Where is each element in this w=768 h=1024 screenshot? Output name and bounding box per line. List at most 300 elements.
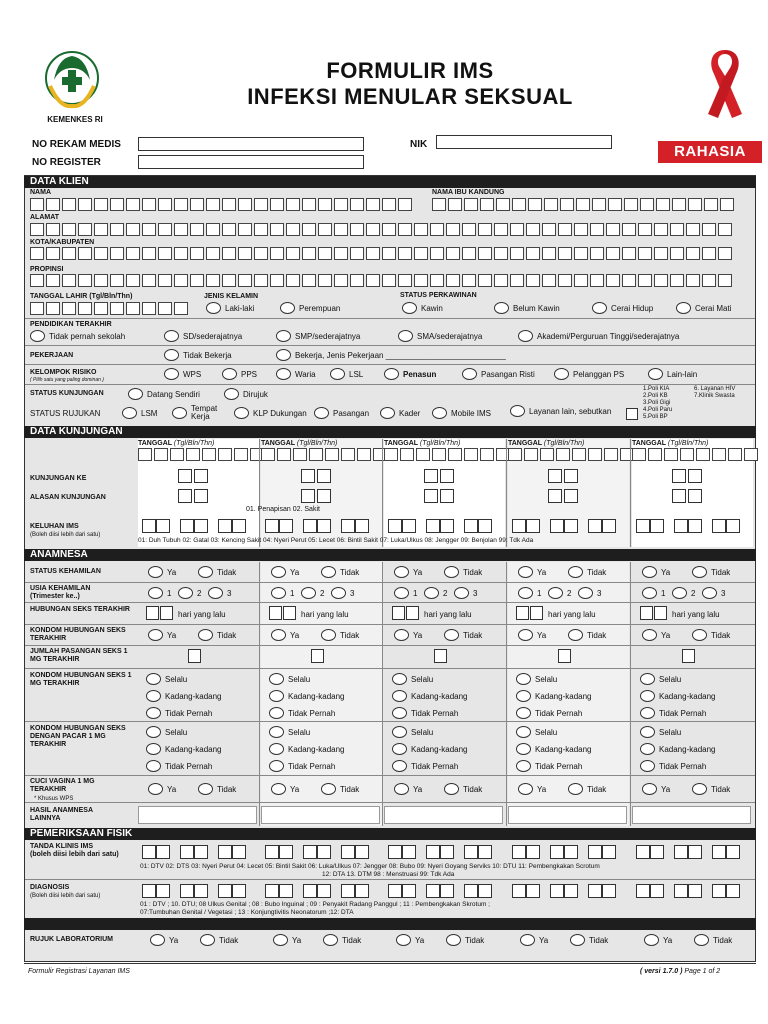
char-cell[interactable] (206, 198, 220, 211)
freq-kadang[interactable]: Kadang-kadang (269, 690, 345, 702)
jk-laki-option[interactable]: Laki-laki (206, 302, 254, 314)
char-cell[interactable] (142, 302, 156, 315)
cuci-tidak[interactable]: Tidak (444, 783, 482, 795)
tanda-box[interactable] (512, 845, 526, 859)
char-cell[interactable] (398, 223, 412, 236)
trimester-3[interactable]: 3 (702, 587, 725, 599)
char-cell[interactable] (480, 198, 494, 211)
char-cell[interactable] (174, 223, 188, 236)
freq-tidak-pernah[interactable]: Tidak Pernah (640, 707, 706, 719)
pacar-kadang[interactable]: Kadang-kadang (392, 743, 468, 755)
diagnosis-box[interactable] (194, 884, 208, 898)
diagnosis-box[interactable] (650, 884, 664, 898)
tanggal-cells[interactable] (138, 448, 266, 461)
char-cell[interactable] (238, 247, 252, 260)
keluhan-box[interactable] (726, 519, 740, 533)
char-cell[interactable] (206, 274, 220, 287)
char-cell[interactable] (222, 198, 236, 211)
rujukan-kader[interactable]: Kader (380, 407, 420, 419)
no-register-input[interactable] (138, 155, 364, 169)
char-cell[interactable] (446, 274, 460, 287)
keluhan-box[interactable] (688, 519, 702, 533)
tanda-box[interactable] (317, 845, 331, 859)
char-cell[interactable] (608, 198, 622, 211)
rujukan-tempat-kerja[interactable]: Tempat Kerja (172, 405, 221, 421)
char-cell[interactable] (574, 247, 588, 260)
trimester-3[interactable]: 3 (208, 587, 231, 599)
hasil-anamnesa-input[interactable] (632, 806, 751, 824)
char-cell[interactable] (542, 274, 556, 287)
alasan-box[interactable] (440, 489, 454, 503)
char-cell[interactable] (350, 198, 364, 211)
pacar-tidak-pernah[interactable]: Tidak Pernah (269, 760, 335, 772)
char-cell[interactable] (494, 223, 508, 236)
char-cell[interactable] (302, 247, 316, 260)
cerai-mati-option[interactable]: Cerai Mati (676, 302, 731, 314)
tanggal-cells[interactable] (261, 448, 389, 461)
kondom-tidak[interactable]: Tidak (568, 629, 606, 641)
keluhan-box[interactable] (426, 519, 440, 533)
char-cell[interactable] (62, 274, 76, 287)
alasan-box[interactable] (424, 489, 438, 503)
freq-selalu[interactable]: Selalu (269, 673, 310, 685)
diagnosis-box[interactable] (355, 884, 369, 898)
char-cell[interactable] (478, 223, 492, 236)
cuci-tidak[interactable]: Tidak (321, 783, 359, 795)
pacar-selalu[interactable]: Selalu (146, 726, 187, 738)
tanda-box[interactable] (726, 845, 740, 859)
keluhan-box[interactable] (564, 519, 578, 533)
keluhan-box[interactable] (355, 519, 369, 533)
cuci-ya[interactable]: Ya (394, 783, 422, 795)
char-cell[interactable] (46, 274, 60, 287)
char-cell[interactable] (622, 274, 636, 287)
char-cell[interactable] (638, 247, 652, 260)
hari-box[interactable] (640, 606, 653, 620)
cuci-ya[interactable]: Ya (148, 783, 176, 795)
char-cell[interactable] (670, 274, 684, 287)
char-cell[interactable] (158, 223, 172, 236)
freq-kadang[interactable]: Kadang-kadang (640, 690, 716, 702)
char-cell[interactable] (446, 247, 460, 260)
tanda-box[interactable] (388, 845, 402, 859)
datang-sendiri-option[interactable]: Datang Sendiri (128, 388, 200, 400)
char-cell[interactable] (670, 223, 684, 236)
alamat-cells-2[interactable] (30, 247, 734, 260)
rujukan-layanan-lain[interactable]: Layanan lain, sebutkan (510, 405, 611, 417)
rujuk-tidak[interactable]: Tidak (694, 934, 732, 946)
keluhan-box[interactable] (279, 519, 293, 533)
hasil-anamnesa-input[interactable] (138, 806, 257, 824)
alamat-cells[interactable] (30, 223, 734, 236)
rujukan-mobile-ims[interactable]: Mobile IMS (432, 407, 491, 419)
char-cell[interactable] (158, 302, 172, 315)
char-cell[interactable] (78, 247, 92, 260)
keluhan-box[interactable] (341, 519, 355, 533)
char-cell[interactable] (238, 198, 252, 211)
char-cell[interactable] (670, 247, 684, 260)
char-cell[interactable] (464, 198, 478, 211)
char-cell[interactable] (606, 223, 620, 236)
tanda-box[interactable] (142, 845, 156, 859)
char-cell[interactable] (350, 274, 364, 287)
tanda-box[interactable] (674, 845, 688, 859)
char-cell[interactable] (494, 247, 508, 260)
jumlah-pasangan-box[interactable] (682, 649, 695, 663)
rujuk-tidak[interactable]: Tidak (446, 934, 484, 946)
diagnosis-box[interactable] (512, 884, 526, 898)
kunjungan-ke-box[interactable] (564, 469, 578, 483)
diagnosis-box[interactable] (602, 884, 616, 898)
diagnosis-box[interactable] (388, 884, 402, 898)
tanda-box[interactable] (650, 845, 664, 859)
hari-box[interactable] (516, 606, 529, 620)
tanda-box[interactable] (232, 845, 246, 859)
char-cell[interactable] (656, 198, 670, 211)
cuci-tidak[interactable]: Tidak (692, 783, 730, 795)
rujukan-lsm[interactable]: LSM (122, 407, 157, 419)
char-cell[interactable] (590, 247, 604, 260)
alasan-box[interactable] (317, 489, 331, 503)
jumlah-pasangan-box[interactable] (434, 649, 447, 663)
char-cell[interactable] (526, 247, 540, 260)
kunjungan-ke-box[interactable] (194, 469, 208, 483)
rujukan-klp[interactable]: KLP Dukungan (234, 407, 307, 419)
char-cell[interactable] (432, 198, 446, 211)
keluhan-box[interactable] (180, 519, 194, 533)
trimester-1[interactable]: 1 (148, 587, 171, 599)
char-cell[interactable] (398, 247, 412, 260)
hasil-anamnesa-input[interactable] (508, 806, 627, 824)
pacar-selalu[interactable]: Selalu (269, 726, 310, 738)
char-cell[interactable] (462, 223, 476, 236)
char-cell[interactable] (94, 198, 108, 211)
char-cell[interactable] (254, 223, 268, 236)
alasan-box[interactable] (564, 489, 578, 503)
char-cell[interactable] (704, 198, 718, 211)
tanda-box[interactable] (426, 845, 440, 859)
hasil-anamnesa-input[interactable] (261, 806, 380, 824)
hari-box[interactable] (392, 606, 405, 620)
char-cell[interactable] (638, 274, 652, 287)
diagnosis-box[interactable] (232, 884, 246, 898)
rujuk-ya[interactable]: Ya (273, 934, 301, 946)
freq-tidak-pernah[interactable]: Tidak Pernah (269, 707, 335, 719)
cuci-tidak[interactable]: Tidak (198, 783, 236, 795)
hamil-tidak[interactable]: Tidak (568, 566, 606, 578)
diagnosis-box[interactable] (440, 884, 454, 898)
trimester-2[interactable]: 2 (548, 587, 571, 599)
char-cell[interactable] (414, 274, 428, 287)
diagnosis-box[interactable] (218, 884, 232, 898)
char-cell[interactable] (126, 198, 140, 211)
diagnosis-box[interactable] (526, 884, 540, 898)
hamil-ya[interactable]: Ya (518, 566, 546, 578)
hari-box[interactable] (654, 606, 667, 620)
cerai-hidup-option[interactable]: Cerai Hidup (592, 302, 653, 314)
tgl-lahir-cells[interactable] (30, 302, 190, 315)
alasan-box[interactable] (548, 489, 562, 503)
char-cell[interactable] (318, 223, 332, 236)
char-cell[interactable] (318, 198, 332, 211)
trimester-2[interactable]: 2 (672, 587, 695, 599)
tanda-box[interactable] (602, 845, 616, 859)
char-cell[interactable] (576, 198, 590, 211)
char-cell[interactable] (174, 274, 188, 287)
pendidikan-option-4[interactable]: Akademi/Perguruan Tinggi/sederajatnya (518, 330, 679, 342)
char-cell[interactable] (94, 302, 108, 315)
char-cell[interactable] (654, 274, 668, 287)
tanda-box[interactable] (464, 845, 478, 859)
kondom-tidak[interactable]: Tidak (692, 629, 730, 641)
char-cell[interactable] (222, 247, 236, 260)
keluhan-box[interactable] (265, 519, 279, 533)
nama-cells[interactable] (30, 198, 414, 211)
char-cell[interactable] (254, 274, 268, 287)
char-cell[interactable] (78, 198, 92, 211)
char-cell[interactable] (624, 198, 638, 211)
kondom-tidak[interactable]: Tidak (321, 629, 359, 641)
char-cell[interactable] (334, 274, 348, 287)
char-cell[interactable] (496, 198, 510, 211)
keluhan-box[interactable] (388, 519, 402, 533)
char-cell[interactable] (302, 223, 316, 236)
tanda-box[interactable] (279, 845, 293, 859)
char-cell[interactable] (110, 247, 124, 260)
tanda-box[interactable] (526, 845, 540, 859)
char-cell[interactable] (688, 198, 702, 211)
hamil-ya[interactable]: Ya (148, 566, 176, 578)
alasan-box[interactable] (672, 489, 686, 503)
rujuk-ya[interactable]: Ya (644, 934, 672, 946)
jumlah-pasangan-box[interactable] (311, 649, 324, 663)
char-cell[interactable] (254, 247, 268, 260)
char-cell[interactable] (334, 198, 348, 211)
hari-box[interactable] (530, 606, 543, 620)
diagnosis-box[interactable] (478, 884, 492, 898)
tanda-box[interactable] (440, 845, 454, 859)
char-cell[interactable] (686, 274, 700, 287)
diagnosis-box[interactable] (550, 884, 564, 898)
tanda-box[interactable] (402, 845, 416, 859)
trimester-3[interactable]: 3 (454, 587, 477, 599)
diagnosis-box[interactable] (180, 884, 194, 898)
kunjungan-ke-box[interactable] (672, 469, 686, 483)
char-cell[interactable] (510, 274, 524, 287)
keluhan-box[interactable] (142, 519, 156, 533)
kelompok-pps[interactable]: PPS (222, 368, 257, 380)
char-cell[interactable] (110, 302, 124, 315)
char-cell[interactable] (558, 223, 572, 236)
char-cell[interactable] (558, 274, 572, 287)
nik-input[interactable] (436, 135, 612, 149)
freq-kadang[interactable]: Kadang-kadang (392, 690, 468, 702)
char-cell[interactable] (654, 247, 668, 260)
char-cell[interactable] (638, 223, 652, 236)
char-cell[interactable] (366, 198, 380, 211)
char-cell[interactable] (270, 247, 284, 260)
diagnosis-box[interactable] (265, 884, 279, 898)
char-cell[interactable] (126, 302, 140, 315)
char-cell[interactable] (574, 274, 588, 287)
char-cell[interactable] (702, 274, 716, 287)
char-cell[interactable] (286, 198, 300, 211)
kunjungan-ke-box[interactable] (424, 469, 438, 483)
char-cell[interactable] (46, 247, 60, 260)
char-cell[interactable] (254, 198, 268, 211)
hamil-ya[interactable]: Ya (642, 566, 670, 578)
kelompok-pasangan-risti[interactable]: Pasangan Risti (462, 368, 535, 380)
char-cell[interactable] (94, 247, 108, 260)
diagnosis-box[interactable] (142, 884, 156, 898)
char-cell[interactable] (366, 274, 380, 287)
char-cell[interactable] (158, 198, 172, 211)
pacar-selalu[interactable]: Selalu (516, 726, 557, 738)
kunjungan-ke-box[interactable] (440, 469, 454, 483)
char-cell[interactable] (190, 247, 204, 260)
freq-tidak-pernah[interactable]: Tidak Pernah (392, 707, 458, 719)
kelompok-lsl[interactable]: LSL (330, 368, 363, 380)
char-cell[interactable] (30, 198, 44, 211)
char-cell[interactable] (78, 223, 92, 236)
trimester-3[interactable]: 3 (578, 587, 601, 599)
tanggal-cells[interactable] (508, 448, 636, 461)
char-cell[interactable] (718, 274, 732, 287)
dirujuk-option[interactable]: Dirujuk (224, 388, 268, 400)
no-rekam-medis-input[interactable] (138, 137, 364, 151)
char-cell[interactable] (30, 247, 44, 260)
char-cell[interactable] (350, 223, 364, 236)
char-cell[interactable] (286, 223, 300, 236)
diagnosis-box[interactable] (464, 884, 478, 898)
hari-box[interactable] (160, 606, 173, 620)
char-cell[interactable] (430, 223, 444, 236)
rujuk-ya[interactable]: Ya (520, 934, 548, 946)
trimester-3[interactable]: 3 (331, 587, 354, 599)
diagnosis-box[interactable] (636, 884, 650, 898)
char-cell[interactable] (382, 247, 396, 260)
char-cell[interactable] (512, 198, 526, 211)
kunjungan-ke-box[interactable] (688, 469, 702, 483)
tanda-box[interactable] (303, 845, 317, 859)
tanda-box[interactable] (218, 845, 232, 859)
keluhan-box[interactable] (317, 519, 331, 533)
char-cell[interactable] (622, 247, 636, 260)
layanan-code-box[interactable] (626, 408, 638, 420)
kondom-ya[interactable]: Ya (394, 629, 422, 641)
tanda-box[interactable] (712, 845, 726, 859)
char-cell[interactable] (718, 223, 732, 236)
char-cell[interactable] (222, 274, 236, 287)
tanda-box[interactable] (194, 845, 208, 859)
char-cell[interactable] (398, 198, 412, 211)
freq-selalu[interactable]: Selalu (640, 673, 681, 685)
diagnosis-box[interactable] (564, 884, 578, 898)
char-cell[interactable] (606, 274, 620, 287)
tanda-box[interactable] (550, 845, 564, 859)
pacar-tidak-pernah[interactable]: Tidak Pernah (392, 760, 458, 772)
char-cell[interactable] (238, 274, 252, 287)
trimester-2[interactable]: 2 (178, 587, 201, 599)
rujuk-tidak[interactable]: Tidak (570, 934, 608, 946)
char-cell[interactable] (30, 223, 44, 236)
char-cell[interactable] (718, 247, 732, 260)
keluhan-box[interactable] (636, 519, 650, 533)
nama-ibu-cells[interactable] (432, 198, 736, 211)
keluhan-box[interactable] (712, 519, 726, 533)
tanda-box[interactable] (688, 845, 702, 859)
char-cell[interactable] (222, 223, 236, 236)
char-cell[interactable] (544, 198, 558, 211)
char-cell[interactable] (398, 274, 412, 287)
rujuk-tidak[interactable]: Tidak (200, 934, 238, 946)
char-cell[interactable] (110, 223, 124, 236)
trimester-1[interactable]: 1 (394, 587, 417, 599)
char-cell[interactable] (672, 198, 686, 211)
kelompok-pelanggan-ps[interactable]: Pelanggan PS (554, 368, 624, 380)
diagnosis-box[interactable] (317, 884, 331, 898)
trimester-1[interactable]: 1 (271, 587, 294, 599)
tanda-box[interactable] (341, 845, 355, 859)
pacar-selalu[interactable]: Selalu (392, 726, 433, 738)
char-cell[interactable] (238, 223, 252, 236)
char-cell[interactable] (270, 223, 284, 236)
freq-tidak-pernah[interactable]: Tidak Pernah (146, 707, 212, 719)
kondom-tidak[interactable]: Tidak (198, 629, 236, 641)
trimester-2[interactable]: 2 (424, 587, 447, 599)
char-cell[interactable] (318, 247, 332, 260)
char-cell[interactable] (478, 247, 492, 260)
diagnosis-box[interactable] (588, 884, 602, 898)
char-cell[interactable] (592, 198, 606, 211)
char-cell[interactable] (366, 223, 380, 236)
char-cell[interactable] (510, 247, 524, 260)
keluhan-box[interactable] (402, 519, 416, 533)
char-cell[interactable] (126, 223, 140, 236)
tanggal-cells[interactable] (632, 448, 760, 461)
alasan-box[interactable] (301, 489, 315, 503)
tanda-box[interactable] (156, 845, 170, 859)
char-cell[interactable] (190, 198, 204, 211)
char-cell[interactable] (286, 247, 300, 260)
char-cell[interactable] (510, 223, 524, 236)
jumlah-pasangan-box[interactable] (558, 649, 571, 663)
keluhan-box[interactable] (303, 519, 317, 533)
kondom-ya[interactable]: Ya (271, 629, 299, 641)
char-cell[interactable] (606, 247, 620, 260)
char-cell[interactable] (720, 198, 734, 211)
alasan-box[interactable] (194, 489, 208, 503)
pacar-kadang[interactable]: Kadang-kadang (516, 743, 592, 755)
char-cell[interactable] (110, 198, 124, 211)
char-cell[interactable] (654, 223, 668, 236)
keluhan-box[interactable] (550, 519, 564, 533)
char-cell[interactable] (286, 274, 300, 287)
freq-selalu[interactable]: Selalu (392, 673, 433, 685)
char-cell[interactable] (334, 247, 348, 260)
hamil-ya[interactable]: Ya (394, 566, 422, 578)
char-cell[interactable] (126, 247, 140, 260)
char-cell[interactable] (430, 274, 444, 287)
jk-perempuan-option[interactable]: Perempuan (280, 302, 340, 314)
char-cell[interactable] (158, 247, 172, 260)
diagnosis-box[interactable] (426, 884, 440, 898)
kondom-tidak[interactable]: Tidak (444, 629, 482, 641)
char-cell[interactable] (302, 274, 316, 287)
belum-kawin-option[interactable]: Belum Kawin (494, 302, 560, 314)
diagnosis-box[interactable] (341, 884, 355, 898)
freq-selalu[interactable]: Selalu (146, 673, 187, 685)
